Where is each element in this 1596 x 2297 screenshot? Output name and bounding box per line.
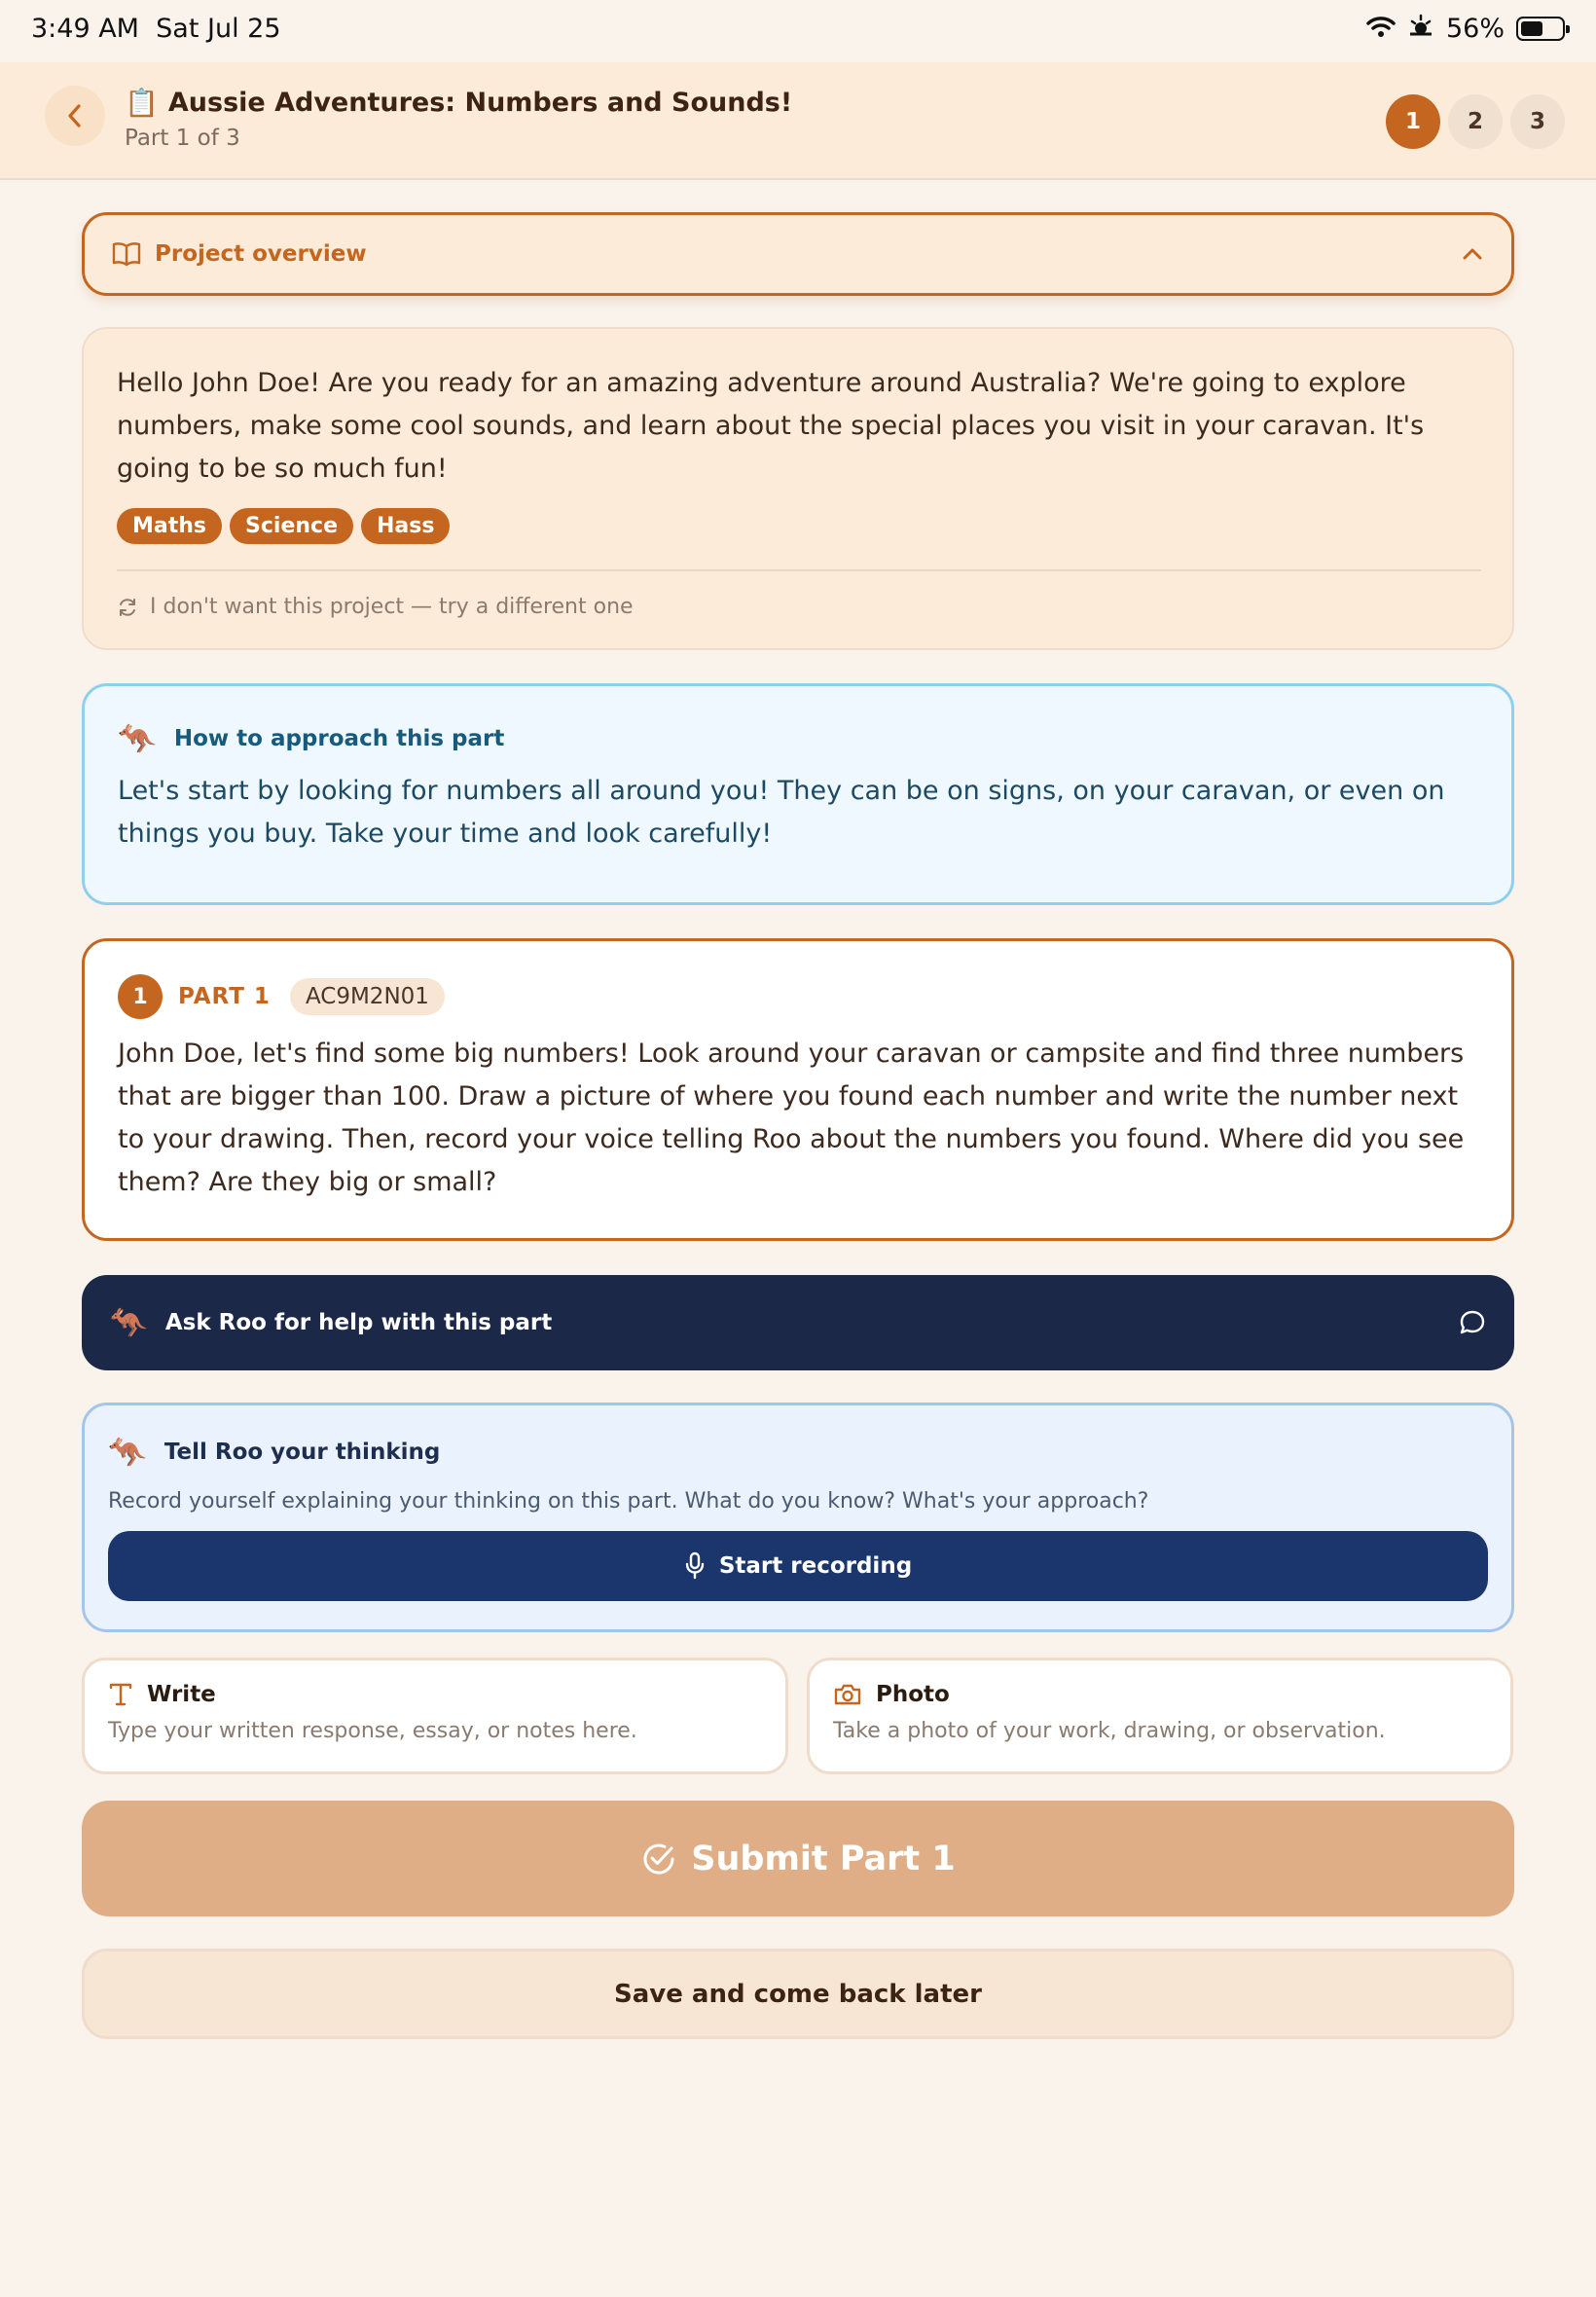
- battery-icon: [1516, 17, 1565, 41]
- save-for-later-button[interactable]: [82, 1949, 1514, 2039]
- subject-tag: Maths: [117, 508, 222, 544]
- part-task-text: John Doe, let's find some big numbers! Look around your caravan or campsite and find three numbers that are bigger than 100. Draw a picture of where you found each number and write the number next to your drawing. Then, record your voice telling Roo about the numbers you found. Where did you see them? Are they big or small?: [118, 1039, 1465, 1197]
- text-icon: [108, 1682, 133, 1707]
- project-overview-toggle[interactable]: [82, 212, 1514, 296]
- tell-roo-title: Tell Roo your thinking: [163, 1440, 441, 1465]
- project-overview-label: Project overview: [155, 241, 367, 267]
- different-project-label: I don't want this project — try a different one: [150, 595, 634, 619]
- intro-text: Hello John Doe! Are you ready for an amazing adventure around Australia? We're going to explore numbers, make some cool sounds, and learn about the special places you visit in your caravan. It's going to be so much fun!: [117, 368, 1425, 484]
- approach-text: Let's start by looking for numbers all around you! They can be on signs, on your caravan, or even on things you buy. Take your time and look carefully!: [118, 776, 1445, 849]
- part-task-card: [82, 938, 1514, 1241]
- kangaroo-icon: 🦘: [118, 720, 157, 757]
- refresh-icon: [117, 597, 138, 618]
- part-progress-text: Part 1 of 3: [125, 126, 240, 151]
- battery-fill: [1521, 21, 1542, 36]
- approach-tip-card: [82, 683, 1514, 905]
- tell-roo-card: [82, 1403, 1514, 1632]
- chevron-left-icon: [64, 103, 86, 128]
- subject-tag: Hass: [361, 508, 450, 544]
- step-3-button[interactable]: 3: [1510, 94, 1565, 149]
- start-recording-button[interactable]: [108, 1531, 1488, 1601]
- wifi-icon: [1366, 14, 1396, 44]
- step-indicator: [1386, 94, 1565, 149]
- step-1-button[interactable]: 1: [1386, 94, 1440, 149]
- night-mode-icon: [1407, 14, 1434, 44]
- chat-bubble-icon: [1458, 1308, 1487, 1337]
- ask-roo-label: Ask Roo for help with this part: [164, 1310, 553, 1335]
- part-label: PART 1: [178, 984, 271, 1009]
- status-time: 3:49 AM: [31, 14, 139, 44]
- camera-icon: [833, 1682, 862, 1707]
- divider: [117, 569, 1481, 571]
- write-response-option[interactable]: [82, 1658, 788, 1774]
- part-number-badge: 1: [118, 974, 163, 1019]
- chevron-up-icon: [1461, 246, 1484, 262]
- subject-tags: [117, 508, 1481, 544]
- project-title: Aussie Adventures: Numbers and Sounds!: [167, 88, 793, 118]
- different-project-link[interactable]: [117, 595, 1481, 619]
- microphone-icon: [684, 1551, 706, 1581]
- tell-roo-description: Record yourself explaining your thinking on this part. What do you know? What's your approach?: [108, 1489, 1149, 1513]
- status-date: Sat Jul 25: [156, 14, 281, 44]
- back-button[interactable]: [45, 86, 105, 146]
- check-circle-icon: [640, 1841, 677, 1878]
- start-recording-label: Start recording: [718, 1553, 913, 1579]
- photo-response-option[interactable]: [807, 1658, 1513, 1774]
- write-option-description: Type your written response, essay, or notes here.: [108, 1719, 637, 1743]
- battery-percent: 56%: [1445, 14, 1505, 44]
- kangaroo-icon: 🦘: [108, 1434, 147, 1471]
- project-intro-card: [82, 327, 1514, 650]
- header-title-block: [125, 88, 792, 151]
- app-header: [0, 62, 1596, 180]
- write-option-title: Write: [147, 1682, 216, 1707]
- open-book-icon: [112, 241, 141, 267]
- status-time-date: [31, 14, 281, 44]
- photo-option-description: Take a photo of your work, drawing, or observation.: [833, 1719, 1386, 1743]
- save-for-later-label: Save and come back later: [614, 1979, 982, 2009]
- photo-option-title: Photo: [876, 1682, 950, 1707]
- kangaroo-icon: 🦘: [109, 1304, 148, 1341]
- curriculum-code-badge: AC9M2N01: [290, 978, 445, 1015]
- step-2-button[interactable]: 2: [1448, 94, 1503, 149]
- approach-title: How to approach this part: [173, 726, 505, 751]
- status-bar: [0, 0, 1596, 62]
- ask-roo-button[interactable]: [82, 1275, 1514, 1370]
- clipboard-icon: 📋: [125, 86, 159, 119]
- submit-part-label: Submit Part 1: [691, 1839, 956, 1878]
- submit-part-button[interactable]: [82, 1801, 1514, 1916]
- status-indicators: [1366, 14, 1565, 44]
- subject-tag: Science: [230, 508, 353, 544]
